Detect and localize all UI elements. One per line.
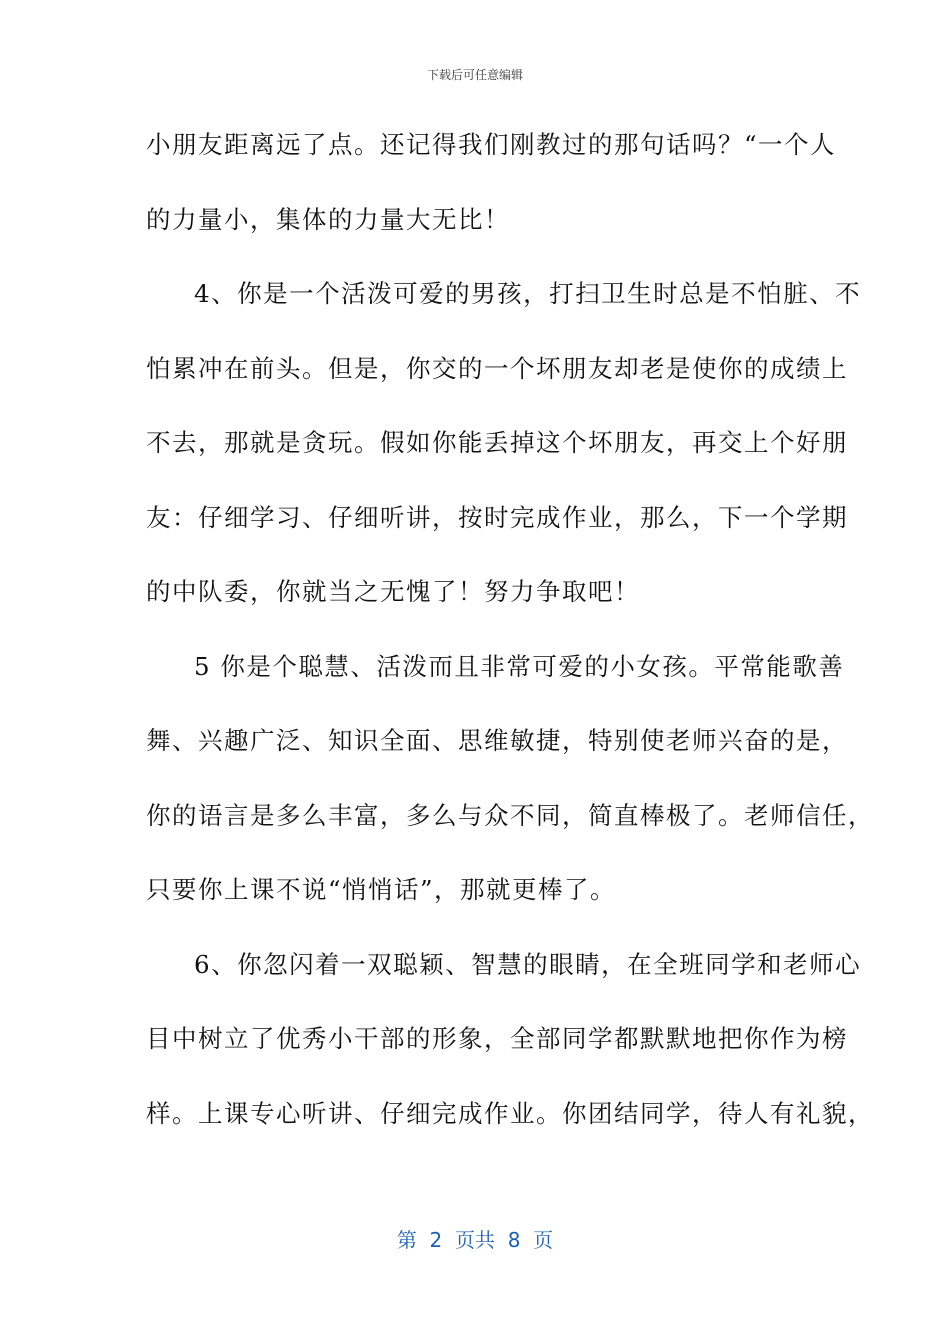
document-body [146,118,874,1161]
text-line: 友：仔细学习、仔细听讲，按时完成作业，那么，下一个学期 [146,502,848,532]
text-line: 怕累冲在前头。但是，你交的一个坏朋友却老是使你的成绩上 [146,353,848,383]
text-line: 4、你是一个活泼可爱的男孩，打扫卫生时总是不怕脏、不 [194,279,862,308]
text-line: 不去，那就是贪玩。假如你能丢掉这个坏朋友，再交上个好朋 [146,428,848,457]
text-line: 你的语言是多么丰富，多么与众不同，简直棒极了。老师信任， [146,800,874,830]
text-line: 样。上课专心听讲、仔细完成作业。你团结同学，待人有礼貌， [146,1098,874,1128]
text-line: 6、你忽闪着一双聪颖、智慧的眼睛，在全班同学和老师心 [194,949,862,979]
header-note: 下载后可任意编辑 [426,68,523,82]
text-line: 目中树立了优秀小干部的形象，全部同学都默默地把你作为榜 [146,1024,848,1053]
text-line: 舞、兴趣广泛、知识全面、思维敏捷，特别使老师兴奋的是， [146,726,848,755]
text-line: 的中队委，你就当之无愧了！努力争取吧！ [146,577,640,606]
text-line: 小朋友距离远了点。还记得我们刚教过的那句话吗？“一个人 [146,130,837,159]
text-line: 只要你上课不说“悄悄话”，那就更棒了。 [146,875,617,904]
page-number: 第 2 页共 8 页 [396,1228,554,1252]
text-line: 的力量小，集体的力量大无比！ [146,204,510,234]
text-line: 5 你是个聪慧、活泼而且非常可爱的小女孩。平常能歌善 [194,651,845,681]
